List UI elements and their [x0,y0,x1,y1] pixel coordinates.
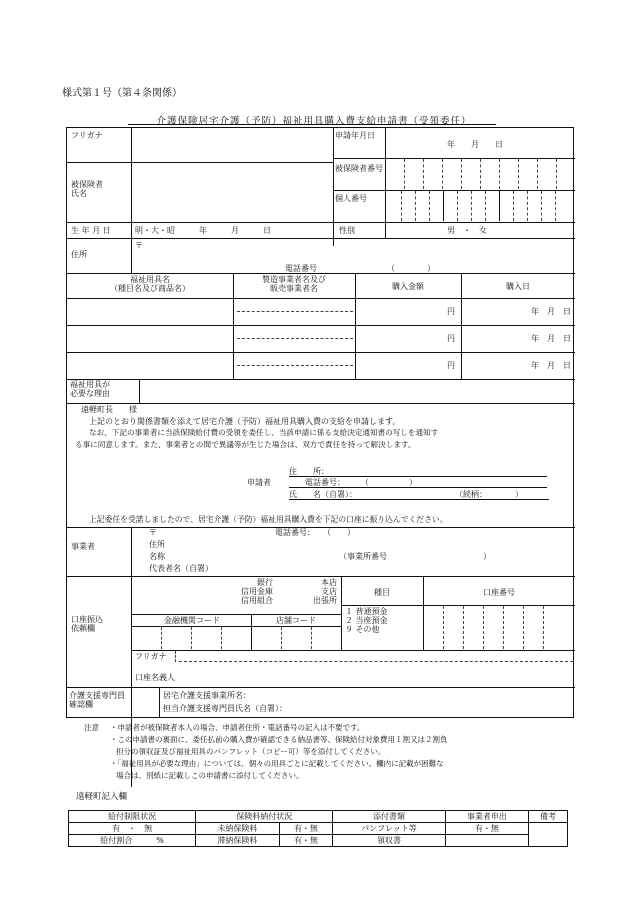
town-remarks-cell[interactable] [529,823,568,847]
birthdate-eras[interactable]: 明・大・昭 年 月 日 [135,226,271,235]
furigana-label: フリガナ [71,131,103,140]
declaration-para2a: なお、下記の事業者に当該保険給付費の受領を委任し、当該申請に係る支給決定通知書の写しを通知す [89,428,439,437]
business-rep: 代表者名（自署） [149,564,213,573]
town-cell: 滞納保険料 [196,835,279,847]
account-types[interactable]: １ 普通預金 ２ 当座預金 ９ その他 [345,607,388,635]
form-title: 介護保険居宅介護（予防）福祉用具購入費支給申請書（受領委任） [156,116,472,127]
row3-date[interactable]: 年 月 日 [531,361,571,370]
town-cell[interactable]: 有・無 [279,823,333,835]
town-cell[interactable]: 有・無 [445,823,528,835]
gender-label: 性別 [339,226,355,235]
row2-date[interactable]: 年 月 日 [531,334,571,343]
insured-number-label: 被保険者番号 [335,164,383,173]
th-attachments: 添付書類 [333,811,445,823]
business-label: 事業者 [71,542,95,551]
bank-label: 口座振込 依頼欄 [71,615,103,634]
th-remarks: 備考 [529,811,568,823]
holder-furigana-label: フリガナ [135,652,167,661]
business-phone[interactable]: 電話番号： （ ） [275,528,355,537]
application-form [66,127,574,718]
application-date-value[interactable]: 年 月 日 [447,140,503,149]
town-cell[interactable]: 給付割合 % [69,835,196,847]
divider [131,128,132,246]
postal-mark: 〒 [135,241,143,250]
insured-name-field[interactable] [167,180,317,204]
row1-yen: 円 [447,307,455,316]
items-col-date: 購入日 [506,282,530,291]
divider [333,190,575,191]
declaration-para1: 上記のとおり関係書類を添えて居宅介護（予防）福祉用具購入費の支給を申請します。 [89,417,401,426]
care-office-label: 居宅介護支援事業所名： [163,691,251,700]
relation-label[interactable]: （続柄： ） [455,490,523,499]
business-name: 名称 [149,552,165,561]
row2-yen: 円 [447,334,455,343]
town-cell: パンフレット等 [333,823,445,835]
declaration-para2b: る事に同意します。また、事業者との間で異議等が生じた場合は、双方で責任を持って解決します。 [75,440,416,449]
note-3a: ・「福祉用具が必要な理由」については、個々の用具ごとに記載してください。欄内に記載が困難な [110,759,444,768]
addr-label: 住 所： [289,467,329,476]
business-address: 住所 [149,540,165,549]
divider [333,158,575,159]
note-3b: 場合は、別紙に記載しこの申請書に添付してください。 [116,771,304,780]
branch-code-label: 店舗コード [276,616,316,625]
note-2b: 担分の領収証及び福祉用具のパンフレット（コピー可）等を添付してください。 [116,747,386,756]
applicant-label: 申請者 [247,478,271,487]
th-premium-status: 保険料納付状況 [196,811,333,823]
note-2a: ・この申請書の裏面に、委任払前の購入費が確認できる納品書等、保険給付対象費用１割又は２割負 [110,735,448,744]
row3-yen: 円 [447,361,455,370]
items-col-maker: 製造事業者名及び 販売事業者名 [262,275,326,294]
applicant-name-label: 氏 名（自署）： [289,490,357,499]
bank-types-right[interactable]: 本店 支店 出張所 [313,578,337,606]
account-type-label: 種目 [374,588,390,597]
row1-date[interactable]: 年 月 日 [531,307,571,316]
consent-text: 上記委任を受諾しましたので、居宅介護（予防）福祉用具購入費を下記の口座に振り込んでください。 [89,515,448,524]
divider [67,238,575,239]
reason-label: 福祉用具が 必要な理由 [70,380,110,399]
town-cell[interactable]: 有 ・ 無 [69,823,196,835]
business-office-no[interactable]: （事業所番号 ） [339,552,491,561]
bank-code-label: 金融機関コード [164,616,220,625]
town-cell: 未納保険料 [196,823,279,835]
th-benefit-limit: 給付制限状況 [69,811,196,823]
application-date-label: 申請年月日 [335,131,375,140]
divider [67,273,575,274]
note-1: ・申請者が被保険者本人の場合、申請者住所・電話番号の記入は不要です。 [110,723,365,732]
title-underline [128,124,496,125]
phone-label: 電話番号 [285,264,317,273]
items-col-item: 福祉用具名 （種目名及び商品名） [110,275,190,294]
town-section-table [68,810,568,847]
town-cell[interactable] [445,835,528,847]
declaration-phone[interactable]: 電話番号： （ ） [305,478,417,487]
bank-types-left[interactable]: 銀行 信用金庫 信用組合 [241,578,273,606]
holder-label: 口座名義人 [135,673,175,682]
gender-value[interactable]: 男 ・ 女 [447,226,487,235]
insured-name-label: 被保険者 氏名 [71,180,103,199]
town-section-label: 遠軽町記入欄 [76,792,128,802]
town-cell[interactable]: 有・無 [279,835,333,847]
items-col-amount: 購入金額 [392,282,424,291]
notes-label: 注意 [84,723,99,732]
business-postal: 〒 [149,528,157,537]
birthdate-label: 生 年 月 日 [71,226,111,235]
divider [67,162,333,163]
personal-number-label: 個人番号 [335,194,367,203]
divider [67,222,575,223]
divider [333,128,334,246]
address-label: 住所 [71,250,87,259]
form-number: 様式第１号（第４条関係） [62,88,182,99]
care-manager-name: 担当介護支援専門員氏名（自署）： [163,704,287,713]
phone-parens[interactable]: （ ） [387,264,435,273]
town-cell: 領収書 [333,835,445,847]
care-manager-label: 介護支援専門員 確認欄 [69,691,125,710]
th-business-report: 事業者申出 [445,811,528,823]
account-no-label: 口座番号 [483,588,515,597]
addressee: 遠軽町長 様 [81,405,137,414]
